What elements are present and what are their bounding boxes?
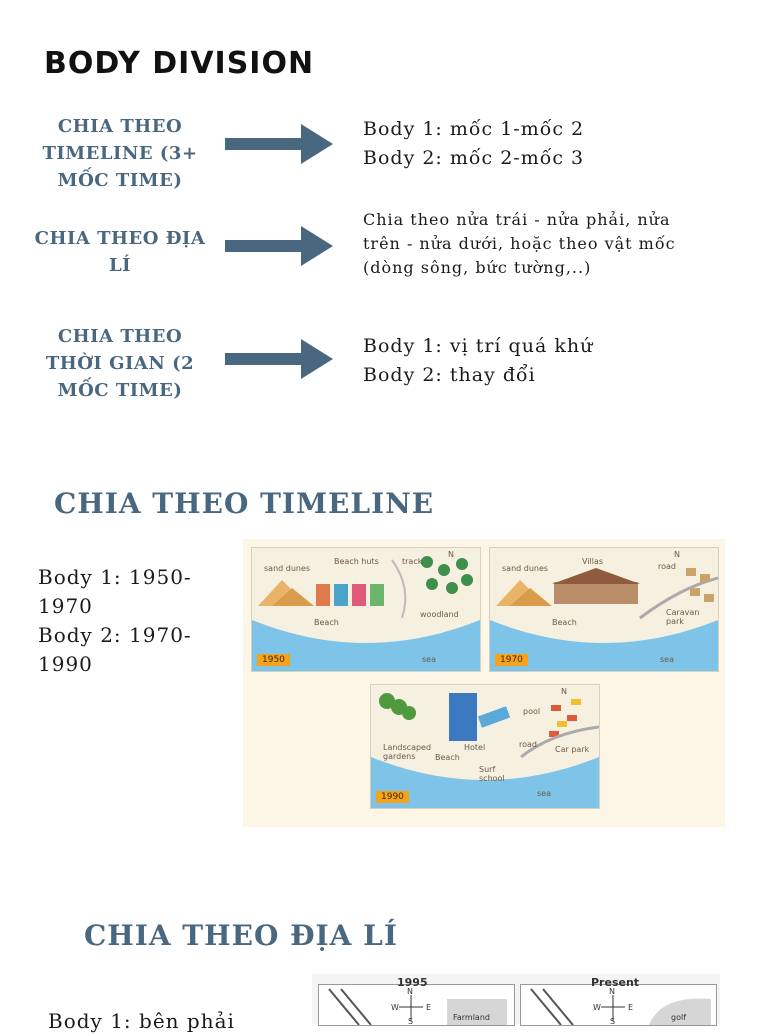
- map-label: Caravan park: [666, 608, 700, 626]
- map-label: N: [561, 687, 567, 696]
- geo-body-text: Body 1: bên phải: [48, 1009, 235, 1033]
- compass-label: W: [391, 1003, 399, 1012]
- beach-maps-figure: [243, 539, 725, 827]
- compass-label: W: [593, 1003, 601, 1012]
- division-desc-time: [363, 332, 593, 390]
- map-panel-1995: [318, 976, 515, 1026]
- map-label: road: [519, 740, 537, 749]
- map-label: sea: [537, 789, 551, 798]
- map-label: Landscaped gardens: [383, 743, 432, 761]
- compass-label: N: [407, 987, 413, 996]
- map-label: woodland: [420, 610, 459, 619]
- compass-label: S: [610, 1017, 616, 1026]
- desc-line: Body 2: mốc 2-mốc 3: [363, 147, 585, 169]
- compass-label: E: [628, 1003, 634, 1012]
- map-year-label: 1995: [397, 976, 428, 989]
- map-label: sea: [660, 655, 674, 664]
- map-label: pool: [523, 707, 541, 716]
- compass-label: E: [426, 1003, 432, 1012]
- map-label: Hotel: [464, 743, 486, 752]
- map-label: Car park: [555, 745, 590, 754]
- map-year-badge: 1990: [376, 791, 409, 803]
- arrow-right-icon: [225, 124, 333, 164]
- page-title: BODY DIVISION: [44, 46, 315, 81]
- division-desc-geography: Chia theo nửa trái - nửa phải, nửa trên - nửa dưới, hoặc theo vật mốc (dòng sông, bức tường,..): [363, 210, 676, 277]
- arrow-right-icon: [225, 339, 333, 379]
- map-label: Farmland: [453, 1013, 490, 1022]
- map-label: track: [402, 557, 423, 566]
- compass-label: N: [609, 987, 615, 996]
- map-panel-1950: [251, 547, 481, 672]
- map-label: Surf school: [479, 765, 505, 783]
- desc-line: Body 2: thay đổi: [363, 364, 536, 386]
- map-label: Villas: [582, 557, 604, 566]
- land-use-maps-figure: [312, 974, 720, 1024]
- map-label: road: [658, 562, 676, 571]
- arrow-right-icon: [225, 226, 333, 266]
- map-label: N: [448, 550, 454, 559]
- desc-line: Body 1: mốc 1-mốc 2: [363, 118, 585, 140]
- division-desc-timeline: [363, 115, 584, 173]
- map-label: Beach: [314, 618, 339, 627]
- map-label: golf: [671, 1013, 687, 1022]
- map-label: sea: [422, 655, 436, 664]
- division-label-timeline: CHIA THEO TIMELINE (3+ MỐC TIME): [42, 116, 198, 191]
- map-label: N: [674, 550, 680, 559]
- map-year-badge: 1970: [495, 654, 528, 666]
- map-label: Beach: [435, 753, 460, 762]
- map-label: Beach huts: [334, 557, 379, 566]
- timeline-body-text: Body 1: 1950- 1970 Body 2: 1970- 1990: [38, 565, 192, 676]
- section-heading-timeline: CHIA THEO TIMELINE: [54, 487, 435, 520]
- map-year-badge: 1950: [257, 654, 290, 666]
- map-label: Beach: [552, 618, 577, 627]
- division-label-time: CHIA THEO THỜI GIAN (2 MỐC TIME): [45, 326, 195, 401]
- section-heading-geography: CHIA THEO ĐỊA LÍ: [84, 919, 398, 952]
- map-year-label: Present: [591, 976, 640, 989]
- map-illustration: [521, 985, 716, 1025]
- division-label-geography: CHIA THEO ĐỊA LÍ: [34, 228, 206, 276]
- map-panel-present: [520, 976, 717, 1026]
- map-panel-1990: [370, 684, 600, 809]
- map-panel-1970: [489, 547, 719, 672]
- desc-line: Body 1: vị trí quá khứ: [363, 335, 594, 357]
- map-label: sand dunes: [502, 564, 549, 573]
- map-label: sand dunes: [264, 564, 311, 573]
- compass-label: S: [408, 1017, 414, 1026]
